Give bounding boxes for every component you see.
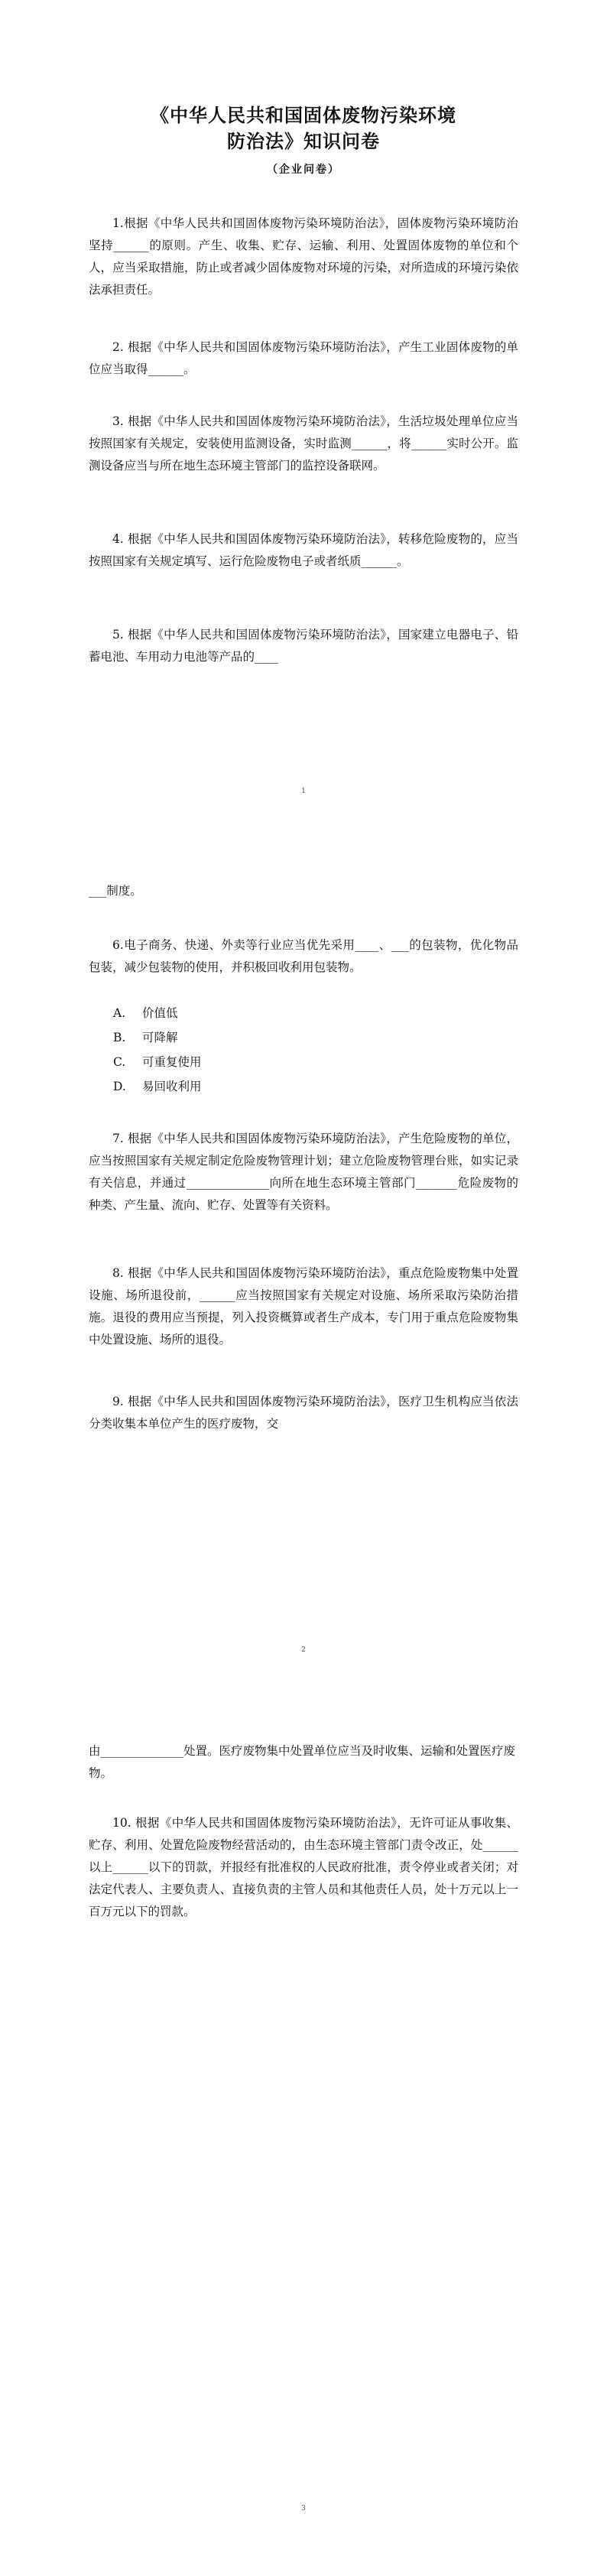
- question-6-option-a: [113, 1002, 178, 1025]
- question-5-continued: ___制度。: [89, 884, 142, 898]
- option-text: 可重复使用: [142, 1055, 202, 1069]
- option-text: 价值低: [142, 1006, 178, 1020]
- option-text: 可降解: [142, 1031, 178, 1044]
- page-2: [0, 859, 607, 1717]
- option-letter: C.: [113, 1055, 126, 1069]
- option-text: 易回收利用: [142, 1080, 202, 1093]
- question-10: 10. 根据《中华人民共和国固体废物污染环境防治法》，无许可证从事收集、贮存、利用、处置危险废物经营活动的，由生态环境主管部门责令改正，处______以上______以下的罚款，并报经有批准权的人民政府批准，责令停业或者关闭；对法定代表人、主要负责人、直接负责的主管人员和其他责任人员，处十万元以上一百万元以下的罚款。: [89, 1816, 518, 1918]
- question-6: 6.电子商务、快递、外卖等行业应当优先采用____、___的包装物，优化物品包装，减少包装物的使用，并积极回收利用包装物。: [89, 938, 518, 974]
- question-3: 3. 根据《中华人民共和国固体废物污染环境防治法》，生活垃圾处理单位应当按照国家有关规定，安装使用监测设备，实时监测______，将______实时公开。监测设备应当与所在地生态环境主管部门的监控设备联网。: [89, 414, 518, 473]
- page-number: 1: [301, 788, 306, 795]
- question-7: 7. 根据《中华人民共和国固体废物污染环境防治法》，产生危险废物的单位，应当按照国家有关规定制定危险废物管理计划；建立危险废物管理台账，如实记录有关信息，并通过______________向所在地生态环境主管部门_______危险废物的种类、产生量、流向、贮存、处置等有关资料。: [89, 1132, 518, 1212]
- page-number: 2: [301, 1646, 306, 1654]
- document-subtitle: （企业问卷）: [267, 164, 340, 176]
- question-1: 1.根据《中华人民共和国固体废物污染环境防治法》，固体废物污染环境防治坚持______的原则。产生、收集、贮存、运输、利用、处置固体废物的单位和个人，应当采取措施，防止或者减少固体废物对环境的污染，对所造成的环境污染依法承担责任。: [89, 216, 518, 297]
- question-5: 5. 根据《中华人民共和国固体废物污染环境防治法》，国家建立电器电子、铅蓄电池、车用动力电池等产品的____: [89, 628, 518, 664]
- question-8: 8. 根据《中华人民共和国固体废物污染环境防治法》，重点危险废物集中处置设施、场所退役前，______应当按照国家有关规定对设施、场所采取污染防治措施。退役的费用应当预提，列入投资概算或者生产成本，专门用于重点危险废物集中处置设施、场所的退役。: [89, 1266, 518, 1346]
- option-letter: D.: [113, 1080, 126, 1093]
- page-1: [0, 0, 607, 859]
- question-6-option-d: [113, 1076, 202, 1098]
- page-number: 3: [301, 2505, 306, 2513]
- document-title-line2: 防治法》知识问卷: [227, 130, 380, 152]
- option-letter: A.: [113, 1006, 126, 1020]
- page-3: [0, 1717, 607, 2576]
- option-letter: B.: [113, 1031, 126, 1044]
- question-2: 2. 根据《中华人民共和国固体废物污染环境防治法》，产生工业固体废物的单位应当取得______。: [89, 340, 518, 376]
- question-9-continued: 由______________处置。医疗废物集中处置单位应当及时收集、运输和处置医疗废物。: [89, 1744, 516, 1780]
- question-9: 9. 根据《中华人民共和国固体废物污染环境防治法》，医疗卫生机构应当依法分类收集本单位产生的医疗废物，交: [89, 1395, 518, 1431]
- question-6-option-c: [113, 1051, 202, 1074]
- question-6-option-b: [113, 1027, 178, 1049]
- question-4: 4. 根据《中华人民共和国固体废物污染环境防治法》，转移危险废物的，应当按照国家有关规定填写、运行危险废物电子或者纸质______。: [89, 532, 518, 568]
- document-title-line1: 《中华人民共和国固体废物污染环境: [151, 104, 456, 126]
